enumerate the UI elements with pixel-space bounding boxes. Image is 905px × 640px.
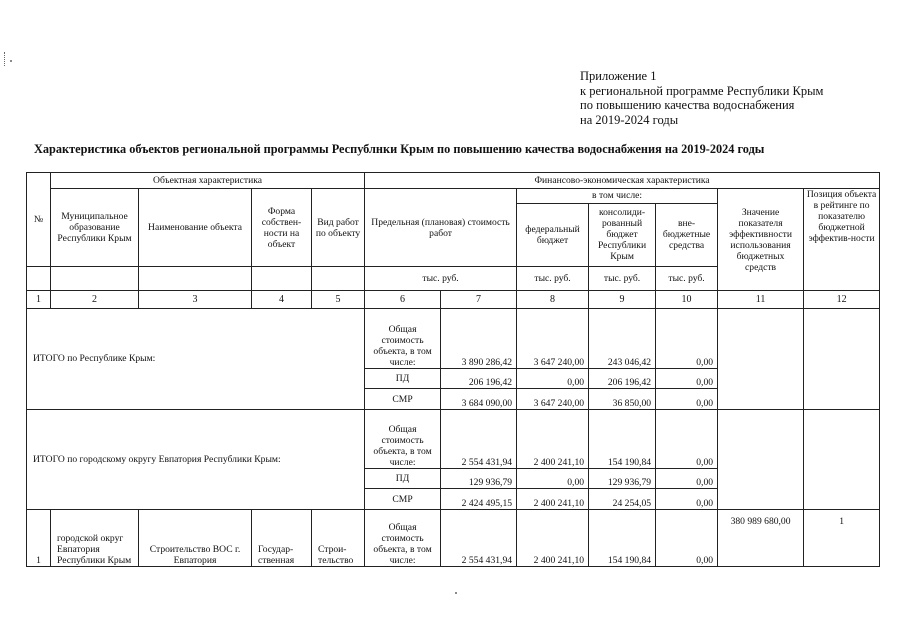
- cost-kind: ПД: [365, 468, 441, 488]
- header-including: в том числе:: [517, 189, 718, 203]
- cost-federal: 0,00: [517, 368, 589, 388]
- cost-consolidated: 206 196,42: [589, 368, 656, 388]
- header-financial-characteristic: Финансово-экономическая характеристика: [365, 173, 880, 189]
- unit-federal: тыс. руб.: [517, 266, 589, 290]
- cost-federal: 3 647 240,00: [517, 389, 589, 409]
- efficiency-cell: [718, 308, 804, 409]
- header-efficiency: Значение показателя эффективности использования бюджетных средств: [718, 189, 804, 291]
- object-name: Строительство ВОС г. Евпатория: [139, 509, 252, 566]
- header-no-units: [27, 266, 51, 290]
- cost-total: 3 890 286,42: [441, 308, 517, 368]
- scan-dot: [455, 592, 457, 594]
- appendix-line: Приложение 1: [580, 69, 657, 83]
- object-efficiency: 380 989 680,00: [718, 509, 804, 566]
- cost-total: 2 554 431,94: [441, 509, 517, 566]
- scan-dot: [10, 60, 12, 62]
- column-number: 6: [365, 291, 441, 308]
- header-object-name: Наименование объекта: [139, 189, 252, 267]
- header-municipality-units: [51, 266, 139, 290]
- cost-kind: СМР: [365, 389, 441, 409]
- column-number: 3: [139, 291, 252, 308]
- unit-consolidated: тыс. руб.: [589, 266, 656, 290]
- efficiency-cell: [718, 409, 804, 509]
- header-work-units: [312, 266, 365, 290]
- header-work-type: Вид работ по объекту: [312, 189, 365, 267]
- column-number: 11: [718, 291, 804, 308]
- header-consolidated: консолиди-рованный бюджет Республики Крым: [589, 203, 656, 266]
- appendix-note: [580, 69, 823, 127]
- header-object-characteristic: Объектная характеристика: [51, 173, 365, 189]
- header-planned-cost: Предельная (плановая) стоимость работ: [365, 189, 517, 267]
- column-number: 1: [27, 291, 51, 308]
- unit-cost: тыс. руб.: [365, 266, 517, 290]
- column-number: 10: [656, 291, 718, 308]
- object-ownership: Государ-ственная: [252, 509, 312, 566]
- cost-federal: 3 647 240,00: [517, 308, 589, 368]
- cost-federal: 0,00: [517, 468, 589, 488]
- section-total-label: ИТОГО по городскому округу Евпатория Республики Крым:: [27, 409, 365, 509]
- cost-extrabudget: 0,00: [656, 468, 718, 488]
- column-number: 9: [589, 291, 656, 308]
- cost-consolidated: 24 254,05: [589, 489, 656, 509]
- cost-total: 206 196,42: [441, 368, 517, 388]
- cost-extrabudget: 0,00: [656, 308, 718, 368]
- objects-table: [26, 172, 880, 567]
- appendix-line: по повышению качества водоснабжения: [580, 98, 795, 112]
- cost-consolidated: 129 936,79: [589, 468, 656, 488]
- cost-consolidated: 243 046,42: [589, 308, 656, 368]
- cost-total: 2 424 495,15: [441, 489, 517, 509]
- cost-extrabudget: 0,00: [656, 368, 718, 388]
- cost-federal: 2 400 241,10: [517, 509, 589, 566]
- section-total-label: ИТОГО по Республике Крым:: [27, 308, 365, 409]
- cost-kind: ПД: [365, 368, 441, 388]
- column-number: 8: [517, 291, 589, 308]
- unit-extrabudget: тыс. руб.: [656, 266, 718, 290]
- header-no: №: [27, 173, 51, 267]
- object-rating: 1: [804, 509, 880, 566]
- cost-consolidated: 154 190,84: [589, 509, 656, 566]
- cost-federal: 2 400 241,10: [517, 489, 589, 509]
- cost-extrabudget: 0,00: [656, 389, 718, 409]
- cost-extrabudget: 0,00: [656, 489, 718, 509]
- rating-cell: [804, 308, 880, 409]
- header-extrabudget: вне-бюджетные средства: [656, 203, 718, 266]
- cost-extrabudget: 0,00: [656, 509, 718, 566]
- header-municipality: Муниципальное образование Республики Крым: [51, 189, 139, 267]
- column-number: 2: [51, 291, 139, 308]
- appendix-line: к региональной программе Республики Крым: [580, 83, 824, 98]
- cost-kind: Общая стоимость объекта, в том числе:: [365, 509, 441, 566]
- column-number: 12: [804, 291, 880, 308]
- cost-total: 3 684 090,00: [441, 389, 517, 409]
- document-title: Характеристика объектов региональной программы Республнки Крым по повышению качества водоснабжения на 2019-2024 годы: [34, 142, 765, 156]
- object-row-number: 1: [27, 509, 51, 566]
- header-ownership: Форма собствен-ности на объект: [252, 189, 312, 267]
- cost-kind: Общая стоимость объекта, в том числе:: [365, 308, 441, 368]
- cost-kind: СМР: [365, 489, 441, 509]
- object-municipality: городской округ Евпатория Республики Крым: [51, 509, 139, 566]
- cost-federal: 2 400 241,10: [517, 409, 589, 468]
- column-number: 5: [312, 291, 365, 308]
- column-number: 4: [252, 291, 312, 308]
- scan-speck: [4, 52, 8, 66]
- cost-total: 129 936,79: [441, 468, 517, 488]
- header-federal: федеральный бюджет: [517, 203, 589, 266]
- cost-extrabudget: 0,00: [656, 409, 718, 468]
- header-name-units: [139, 266, 252, 290]
- object-work-type: Строи-тельство: [312, 509, 365, 566]
- column-number: 7: [441, 291, 517, 308]
- cost-total: 2 554 431,94: [441, 409, 517, 468]
- cost-consolidated: 36 850,00: [589, 389, 656, 409]
- header-ownership-units: [252, 266, 312, 290]
- rating-cell: [804, 409, 880, 509]
- cost-kind: Общая стоимость объекта, в том числе:: [365, 409, 441, 468]
- appendix-line: на 2019-2024 годы: [580, 112, 679, 127]
- header-rating: Позиция объекта в рейтинге по показателю бюджетной эффектив-ности: [804, 189, 880, 291]
- cost-consolidated: 154 190,84: [589, 409, 656, 468]
